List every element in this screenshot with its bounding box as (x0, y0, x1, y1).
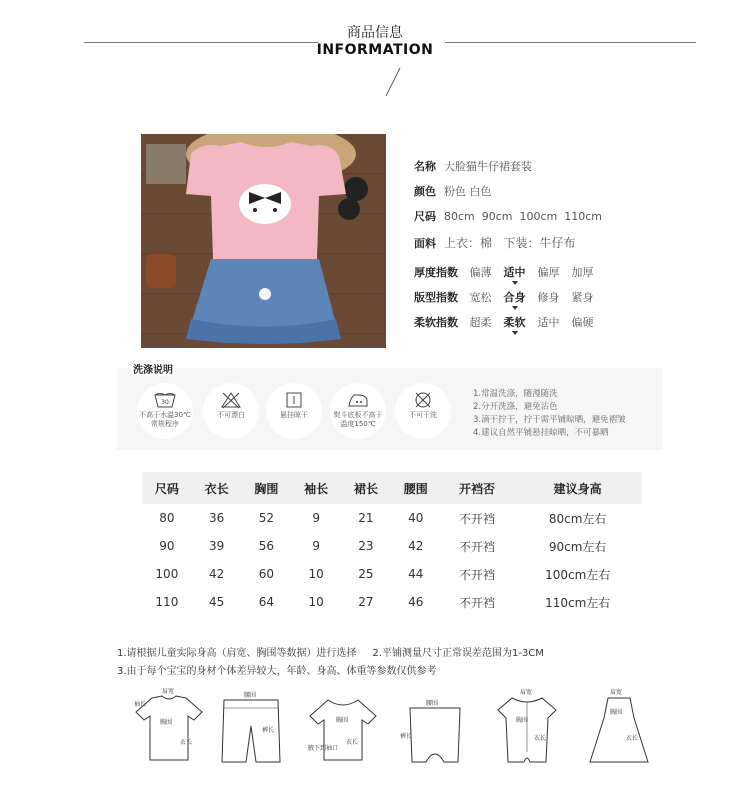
diagram-label: 胸围 (516, 717, 529, 724)
table-cell: 110 (155, 595, 179, 609)
table-cell: 9 (312, 511, 320, 525)
table-header-cell: 腰围 (391, 472, 441, 504)
diagram-label: 衣长 (180, 739, 193, 746)
table-cell: 80 (159, 511, 175, 525)
diagram-label: 肩宽 (520, 689, 533, 696)
diagram-label: 袖长 (134, 701, 147, 708)
index-thickness (414, 264, 606, 280)
table-cell: 23 (358, 539, 374, 553)
wash-30-icon (137, 383, 193, 439)
diagram-label: 肩宽 (610, 689, 623, 696)
table-cell: 110cm左右 (545, 595, 611, 610)
diagram-romper (490, 688, 564, 768)
index-option: 紧身 (571, 291, 594, 304)
table-row (142, 560, 642, 588)
diagram-label: 衣长 (534, 735, 547, 742)
table-cell: 90 (159, 539, 175, 553)
table-cell: 100cm左右 (545, 567, 611, 582)
wash-icon-label: 悬挂晾干 (280, 411, 308, 419)
table-cell: 44 (408, 567, 424, 581)
wash-icon-label: 不高于水温30℃ (139, 411, 191, 419)
index-option-selected: 适中 (503, 266, 526, 279)
table-cell: 64 (258, 595, 275, 609)
diagram-label: 裤长 (262, 727, 275, 734)
index-fit (414, 289, 606, 305)
table-cell: 45 (209, 595, 225, 609)
diagram-label: 胸围 (160, 719, 173, 726)
table-header-cell: 裙长 (341, 472, 391, 504)
spec-color (414, 183, 492, 199)
diagram-label: 裤长 (400, 733, 413, 740)
hang-dry-icon (266, 383, 322, 439)
diagram-label: 腰围 (244, 692, 257, 699)
wash-note: 1.常温洗涤，随漫随洗 (473, 389, 558, 399)
spec-name (414, 158, 532, 174)
spec-label: 颜色 (414, 185, 436, 198)
table-header-cell: 尺码 (142, 472, 192, 504)
diagram-label: 腰围 (426, 700, 439, 707)
spec-label: 尺码 (414, 210, 436, 223)
size-table (142, 472, 642, 616)
index-option: 加厚 (571, 266, 594, 279)
note-line: 1.请根据儿童实际身高（肩宽、胸围等数据）进行选择 2.平铺测量尺寸正常误差范围为1-3CM (117, 648, 544, 659)
wash-icon-label2: 常规程序 (151, 420, 179, 428)
table-cell: 42 (209, 567, 225, 581)
wash-notes (473, 388, 626, 440)
index-label: 版型指数 (414, 291, 458, 304)
table-header-cell: 袖长 (291, 472, 341, 504)
diagram-label: 胸围 (610, 709, 623, 716)
diagram-dress (582, 688, 656, 768)
table-cell: 25 (358, 567, 374, 581)
table-row (142, 532, 642, 560)
diagram-label: 衣长 (346, 739, 359, 746)
wash-note: 3.滴干拧干，拧干需平铺晾晒，避免褶皱 (473, 415, 626, 425)
index-label: 厚度指数 (414, 266, 458, 279)
table-cell: 27 (358, 595, 374, 609)
table-cell: 36 (209, 511, 225, 525)
table-header-cell: 衣长 (192, 472, 242, 504)
table-header-row (142, 472, 642, 504)
table-cell: 不开裆 (458, 595, 495, 610)
index-option: 宽松 (469, 291, 492, 304)
wash-icon-label: 不可漂白 (217, 411, 245, 419)
table-cell: 40 (408, 511, 424, 525)
wash-icon-label2: 温度150℃ (340, 420, 376, 428)
table-cell: 42 (408, 539, 424, 553)
header-slash (380, 66, 404, 98)
index-option: 偏薄 (469, 266, 492, 279)
table-cell: 46 (408, 595, 424, 609)
index-option-selected: 合身 (503, 291, 526, 304)
index-option: 修身 (537, 291, 560, 304)
wash-icon-label: 不可干洗 (409, 411, 437, 419)
spec-value: 大脸猫牛仔裙套装 (444, 160, 532, 173)
table-cell: 90cm左右 (548, 539, 607, 554)
wash-title: 洗涤说明 (130, 361, 176, 376)
diagram-label: 胸围 (336, 717, 349, 724)
spec-value: 80cm 90cm 100cm 110cm (444, 210, 603, 223)
diagram-label: 腋下到袖口 (308, 745, 339, 752)
spec-value: 上衣：棉 下装：牛仔布 (444, 236, 576, 250)
spec-label: 名称 (414, 160, 436, 173)
spec-fabric (414, 234, 575, 251)
index-option: 超柔 (469, 316, 492, 329)
index-softness (414, 314, 606, 330)
index-option-selected: 柔软 (503, 316, 526, 329)
diagram-tshirt (132, 688, 206, 768)
table-cell: 21 (358, 511, 374, 525)
table-row (142, 504, 642, 532)
iron-150-icon (330, 383, 386, 439)
table-row (142, 588, 642, 616)
measurement-notes (117, 645, 544, 681)
table-cell: 60 (258, 567, 275, 581)
wash-note: 4.建议自然平铺悬挂晾晒，不可暴晒 (473, 428, 609, 438)
table-header-cell: 开裆否 (441, 472, 514, 504)
table-cell: 56 (258, 539, 275, 553)
diagram-label: 肩宽 (162, 688, 175, 695)
no-tumble-dry-icon (395, 383, 451, 439)
spec-label: 面料 (414, 237, 436, 250)
table-header-cell: 建议身高 (513, 472, 642, 504)
no-bleach-icon (203, 383, 259, 439)
table-header-cell: 胸围 (242, 472, 292, 504)
diagram-label: 衣长 (626, 735, 639, 742)
spec-size (414, 208, 602, 224)
table-cell: 80cm左右 (548, 511, 607, 526)
section-title-cn: 商品信息 (347, 25, 403, 41)
note-line: 3.由于每个宝宝的身材个体差异较大，年龄、身高、体重等参数仅供参考 (117, 666, 437, 677)
table-cell: 10 (308, 595, 324, 609)
index-label: 柔软指数 (414, 316, 458, 329)
table-cell: 39 (209, 539, 225, 553)
product-photo (141, 134, 386, 348)
index-option: 适中 (537, 316, 560, 329)
table-cell: 不开裆 (458, 539, 495, 554)
section-title-en: INFORMATION (316, 42, 434, 58)
diagram-raglan-tee (306, 688, 380, 768)
wash-icon-label: 熨斗底板不高于 (333, 411, 383, 419)
index-option: 偏厚 (537, 266, 560, 279)
table-cell: 10 (308, 567, 324, 581)
table-cell: 100 (155, 567, 179, 581)
table-cell: 52 (258, 511, 275, 525)
wash-note: 2.分开洗涤，避免沾色 (473, 402, 558, 412)
index-option: 偏硬 (571, 316, 594, 329)
table-cell: 不开裆 (458, 511, 495, 526)
spec-value: 粉色 白色 (444, 185, 492, 198)
diagram-pants (398, 688, 472, 768)
wash-temp-symbol: 30 (161, 399, 169, 406)
table-cell: 9 (312, 539, 320, 553)
diagram-shorts (214, 688, 288, 768)
table-cell: 不开裆 (458, 567, 495, 582)
